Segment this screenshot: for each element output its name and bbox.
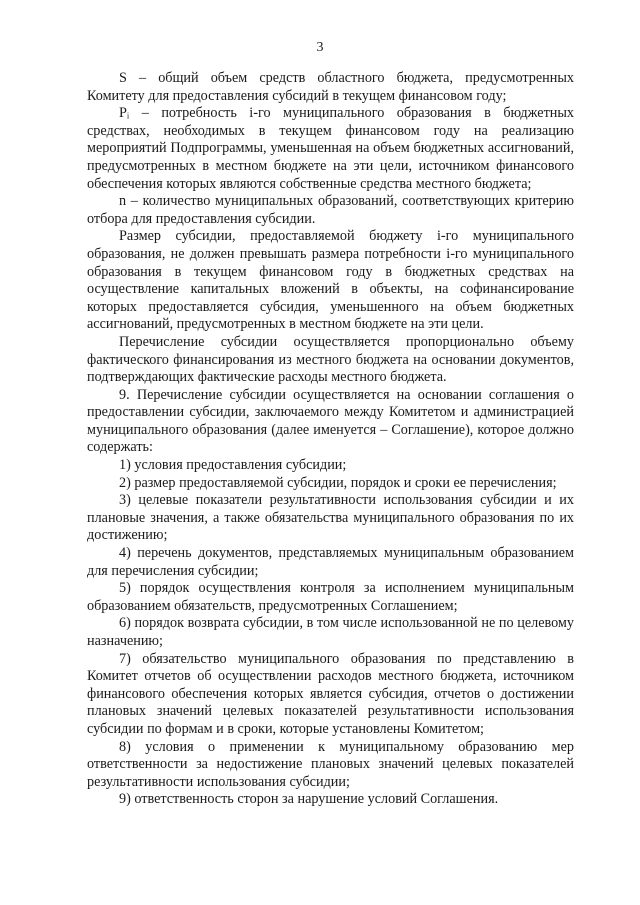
list-item-4: 4) перечень документов, представляемых муниципальным образованием для перечисления субсидии; [87,545,574,579]
list-item-8: 8) условия о применении к муниципальному образованию мер ответственности за недостижение плановых значений целевых показателей результативности использования субсидии; [87,738,574,790]
page-number: 3 [316,40,324,55]
list-item-7: 7) обязательство муниципального образования по представлению в Комитет отчетов об осуществлении расходов местного бюджета, источником финансового обеспечения которых является субсидия, отчетов о достижении плановых значений целевых показателей результативности использования субсидии по формам и в сроки, которые установлены Комитетом; [87,650,574,737]
list-item-6: 6) порядок возврата субсидии, в том числе использованной не по целевому назначению; [87,615,574,649]
paragraph-n-definition: n – количество муниципальных образований, соответствующих критерию отбора для предоставления субсидии. [87,193,574,227]
paragraph-item-9: 9. Перечисление субсидии осуществляется на основании соглашения о предоставлении субсидии, заключаемого между Комитетом и администрацией муниципального образования (далее именуется – Соглашение), которое должно содержать: [87,386,574,456]
paragraph-subsidy-transfer: Перечисление субсидии осуществляется пропорционально объему фактического финансирования из местного бюджета на основании документов, подтверждающих фактические расходы местного бюджета. [87,333,574,386]
list-item-9: 9) ответственность сторон за нарушение условий Соглашения. [119,791,499,808]
list-item-1: 1) условия предоставления субсидии; [119,457,347,474]
list-item-3: 3) целевые показатели результативности использования субсидии и их плановые значения, а также обязательства муниципального образования по их достижению; [87,492,574,544]
list-item-5: 5) порядок осуществления контроля за исполнением муниципальным образованием обязательств, предусмотренных Соглашением; [87,580,574,614]
paragraph-pi-definition: Pᵢ – потребность i-го муниципального образования в бюджетных средствах, необходимых в текущем финансовом году на реализацию мероприятий Подпрограммы, уменьшенная на объем бюджетных ассигнований, предусмотренных в местном бюджете на эти цели, источником финансового обеспечения которых являются собственные средства местного бюджета; [87,105,574,192]
paragraph-s-definition: S – общий объем средств областного бюджета, предусмотренных Комитету для предоставления субсидий в текущем финансовом году; [87,70,574,104]
document-body [87,70,574,809]
paragraph-subsidy-size: Размер субсидии, предоставляемой бюджету i-го муниципального образования, не должен превышать размера потребности i-го муниципального образования в текущем финансовом году в бюджетных средствах на осуществление капитальных вложений в объекты, на софинансирование которых предоставляется субсидия, уменьшенного на объем бюджетных ассигнований, предусмотренных в местном бюджете на эти цели. [87,228,574,333]
list-item-2: 2) размер предоставляемой субсидии, порядок и сроки ее перечисления; [119,474,557,491]
